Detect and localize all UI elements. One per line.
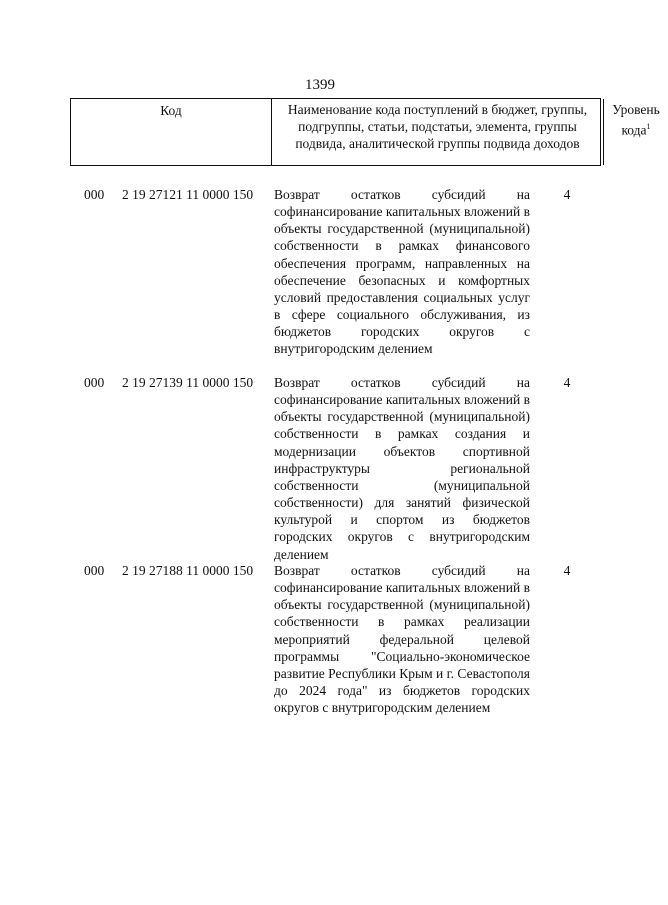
table-row [0, 562, 640, 716]
table-header [70, 98, 660, 166]
table-row [0, 186, 640, 374]
row-name: Возврат остатков субсидий на софинансирование капитальных вложений в объекты государственной (муниципальной) собственности в рамках финансового обеспечения программ, направленных на обеспечение безопасных и комфортных условий предоставления социальных услуг в сфере социального обслуживания, из бюджетов городских округов с внутригородским делением [274, 187, 530, 357]
table-row [0, 374, 640, 562]
row-level: 4 [563, 187, 571, 202]
row-code: 2 19 27121 11 0000 150 [122, 187, 254, 202]
row-prefix: 000 [84, 563, 105, 578]
row-code: 2 19 27188 11 0000 150 [122, 563, 254, 578]
header-level-label: Уровень кода [612, 102, 660, 138]
row-prefix: 000 [84, 375, 105, 390]
row-level: 4 [563, 563, 571, 578]
row-name: Возврат остатков субсидий на софинансирование капитальных вложений в объекты государственной (муниципальной) собственности в рамках создания и модернизации объектов спортивной инфраструктуры региональной собственности (муниципальной собственности) для занятий физической культурой и спортом из бюджетов городских округов с внутригородским делением [274, 375, 530, 562]
row-level: 4 [563, 375, 571, 390]
row-prefix: 000 [84, 187, 105, 202]
row-code: 2 19 27139 11 0000 150 [122, 375, 254, 390]
page-number: 1399 [305, 77, 335, 93]
table-body [0, 186, 640, 716]
header-level [604, 99, 668, 165]
header-name: Наименование кода поступлений в бюджет, группы, подгруппы, статьи, подстатьи, элемента, группы подвида, аналитической группы подвида доходов [271, 99, 604, 165]
row-name: Возврат остатков субсидий на софинансирование капитальных вложений в объекты государственной (муниципальной) собственности в рамках реализации мероприятий федеральной целевой программы "Социально-экономическое развитие Республики Крым и г. Севастополя до 2024 года" из бюджетов городских округов с внутригородским делением [274, 563, 530, 716]
footnote-marker: 1 [646, 122, 651, 131]
header-code: Код [160, 103, 182, 118]
